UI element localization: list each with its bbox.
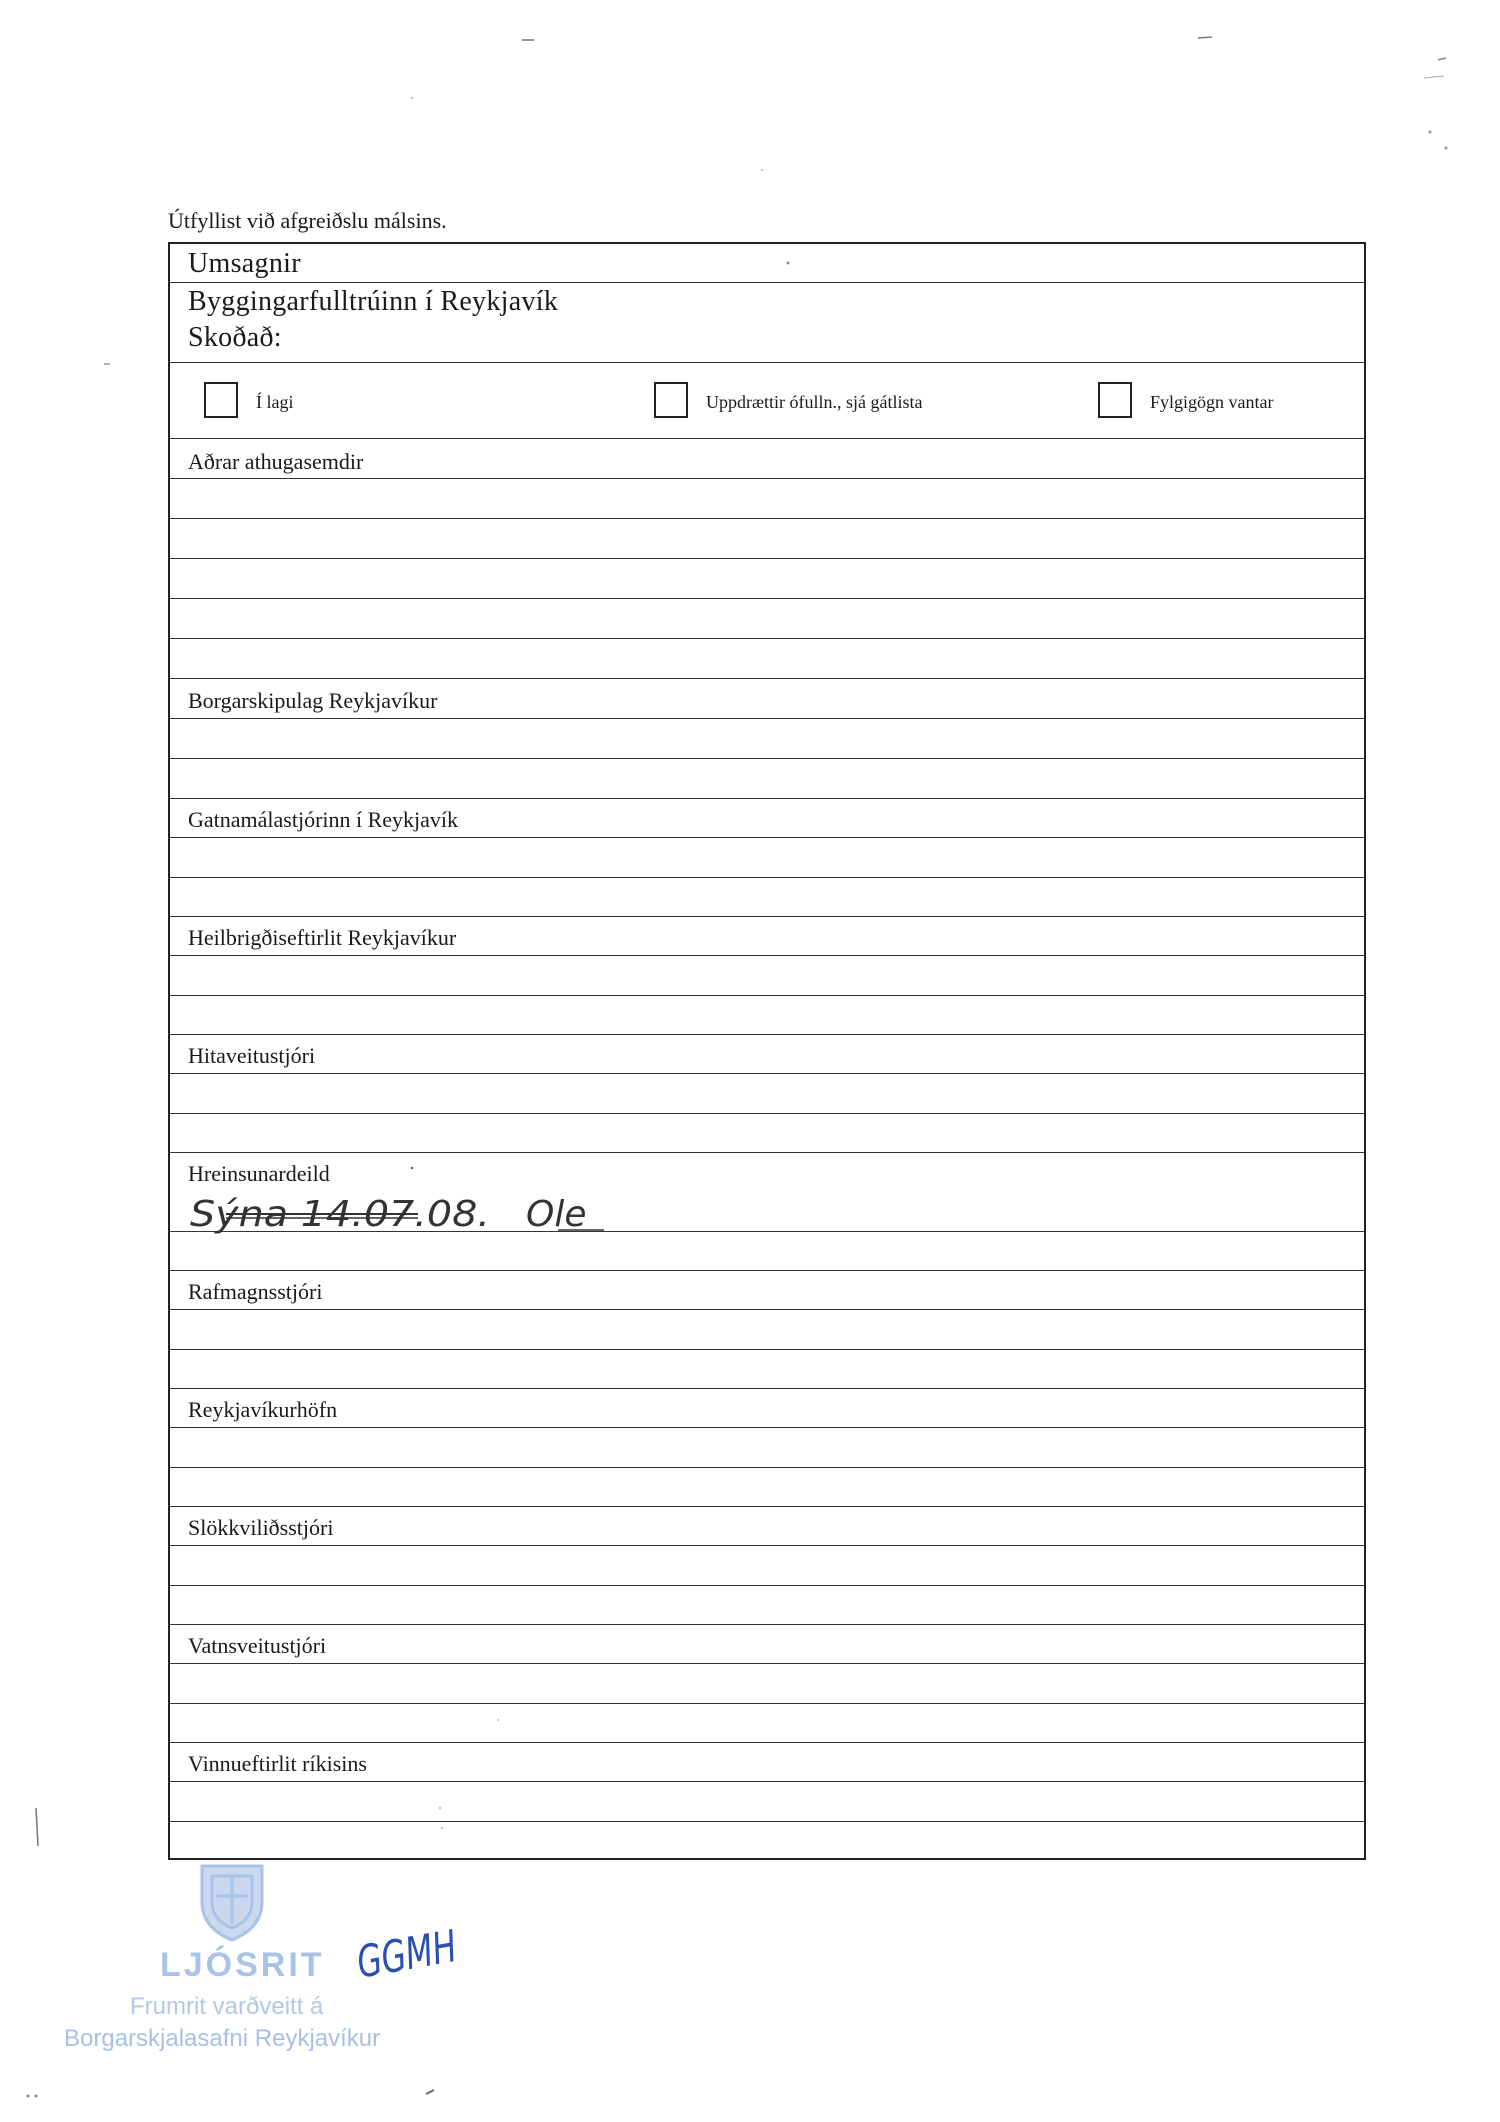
page-caption: Útfyllist við afgreiðslu málsins. xyxy=(168,208,447,233)
ruled-line xyxy=(170,1467,1364,1468)
ruled-line xyxy=(170,758,1364,759)
checkbox-label-i-lagi: Í lagi xyxy=(256,392,294,412)
ruled-line xyxy=(170,1270,1364,1271)
review-form xyxy=(168,242,1366,1860)
ruled-line xyxy=(170,598,1364,599)
section-label-vinnueftirlit: Vinnueftirlit ríkisins xyxy=(188,1751,367,1776)
ruled-line xyxy=(170,1427,1364,1428)
section-label-gatnamalastjorinn: Gatnamálastjórinn í Reykjavík xyxy=(188,807,459,832)
city-crest-icon xyxy=(198,1862,266,1944)
ruled-line xyxy=(170,1663,1364,1664)
section-label-slokkvilidsstjori: Slökkviliðsstjóri xyxy=(188,1515,334,1540)
ruled-line xyxy=(170,1388,1364,1389)
checkbox-fylgigogn[interactable] xyxy=(1098,382,1132,418)
checkbox-label-fylgigogn: Fylgigögn vantar xyxy=(1150,392,1274,412)
ruled-line xyxy=(170,1034,1364,1035)
ruled-line xyxy=(170,1113,1364,1114)
checkbox-i-lagi[interactable] xyxy=(204,382,238,418)
ruled-line xyxy=(170,1231,1364,1232)
stamp-original-label: Frumrit varðveitt á xyxy=(130,1993,324,2020)
ruled-line xyxy=(170,638,1364,639)
section-label-hitaveitustjori: Hitaveitustjóri xyxy=(188,1043,316,1068)
reviewer-name: Byggingarfulltrúinn í Reykjavík xyxy=(188,286,559,317)
form-divider xyxy=(170,282,1364,283)
ruled-line xyxy=(170,1821,1364,1822)
stamp-archive-label: Borgarskjalasafni Reykjavíkur xyxy=(64,2025,381,2052)
ruled-line xyxy=(170,1349,1364,1350)
handwritten-initials: Ole xyxy=(526,1194,587,1235)
ruled-line xyxy=(170,518,1364,519)
ruled-line xyxy=(170,678,1364,679)
form-title: Umsagnir xyxy=(188,248,301,279)
ruled-line xyxy=(170,1703,1364,1704)
ruled-line xyxy=(170,995,1364,996)
ruled-line xyxy=(170,718,1364,719)
section-label-adrar-athugasemdir: Aðrar athugasemdir xyxy=(188,449,364,474)
handwritten-initials-blue xyxy=(353,1914,500,1989)
section-label-reykjavikurhofn: Reykjavíkurhöfn xyxy=(188,1397,338,1422)
ruled-line xyxy=(170,837,1364,838)
checkbox-label-uppdraettir: Uppdrættir ófulln., sjá gátlista xyxy=(706,392,923,412)
ruled-line xyxy=(170,1073,1364,1074)
ruled-line xyxy=(170,558,1364,559)
checkbox-uppdraettir[interactable] xyxy=(654,382,688,418)
ruled-line xyxy=(170,478,1364,479)
form-divider xyxy=(170,362,1364,363)
ruled-line xyxy=(170,1585,1364,1586)
ruled-line xyxy=(170,1624,1364,1625)
section-label-vatnsveitustjori: Vatnsveitustjóri xyxy=(188,1633,327,1658)
handwritten-initials-blue-text: GGMH xyxy=(353,1914,500,1989)
ruled-line xyxy=(170,1152,1364,1153)
ruled-line xyxy=(170,877,1364,878)
ruled-line xyxy=(170,1742,1364,1743)
ruled-line xyxy=(170,798,1364,799)
ruled-line xyxy=(170,1545,1364,1546)
stamp-copy-label: LJÓSRIT xyxy=(160,1946,325,1984)
ruled-line xyxy=(170,1506,1364,1507)
reviewed-label: Skoðað: xyxy=(188,322,282,353)
section-label-hreinsunardeild: Hreinsunardeild xyxy=(188,1161,330,1186)
ruled-line xyxy=(170,955,1364,956)
section-label-rafmagnsstjori: Rafmagnsstjóri xyxy=(188,1279,323,1304)
ruled-line xyxy=(170,1309,1364,1310)
ruled-line xyxy=(170,1781,1364,1782)
ruled-line xyxy=(170,916,1364,917)
section-label-borgarskipulag: Borgarskipulag Reykjavíkur xyxy=(188,688,438,713)
form-divider xyxy=(170,438,1364,439)
handwritten-note-text: Sýna 14.07.08. xyxy=(190,1194,490,1235)
section-label-heilbrigdiseftirlit: Heilbrigðiseftirlit Reykjavíkur xyxy=(188,925,457,950)
